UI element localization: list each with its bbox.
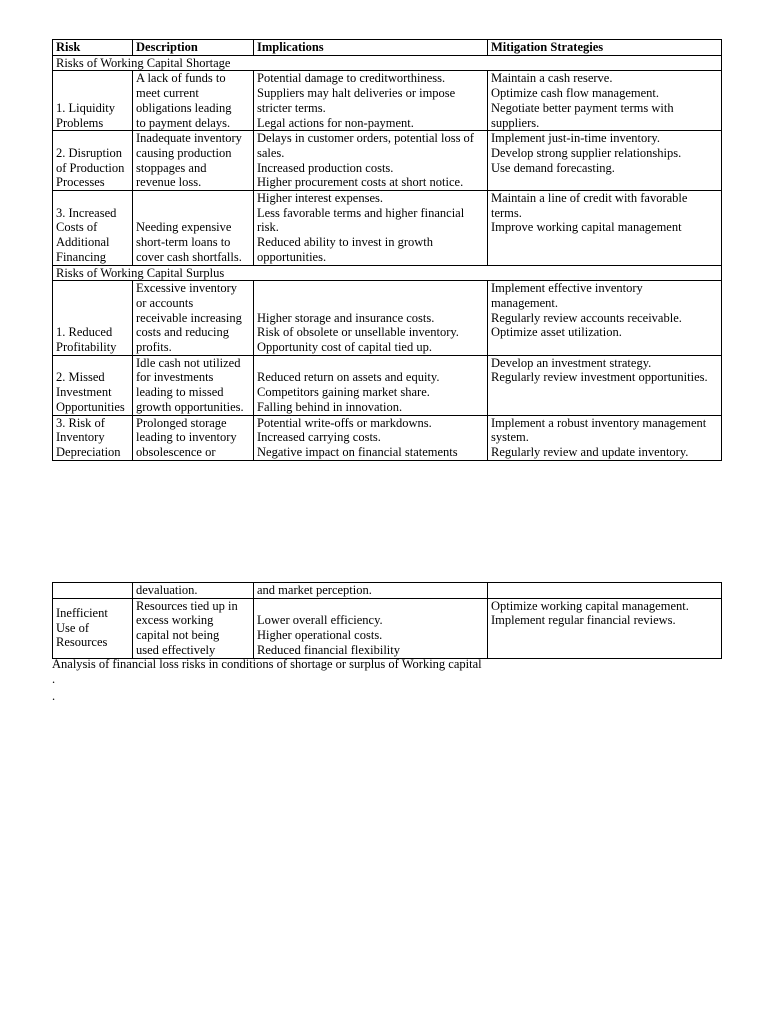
cell-mitigation: Implement just-in-time inventory. Develop strong supplier relationships. Use demand forecasting. bbox=[488, 131, 722, 191]
cell-description: Inadequate inventory causing production stoppages and revenue loss. bbox=[133, 131, 254, 191]
header-mitigation: Mitigation Strategies bbox=[488, 40, 722, 56]
section-title-surplus: Risks of Working Capital Surplus bbox=[53, 265, 722, 281]
risk-table bbox=[52, 39, 722, 461]
table-row bbox=[53, 71, 722, 131]
header-implications: Implications bbox=[254, 40, 488, 56]
cell-risk: 3. Risk of Inventory Depreciation bbox=[53, 415, 133, 460]
section-row-shortage bbox=[53, 55, 722, 71]
cell-description: A lack of funds to meet current obligations leading to payment delays. bbox=[133, 71, 254, 131]
cell-implications: Delays in customer orders, potential loss of sales. Increased production costs. Higher procurement costs at short notice. bbox=[254, 131, 488, 191]
cell-risk bbox=[53, 583, 133, 599]
cell-mitigation: Maintain a cash reserve. Optimize cash flow management. Negotiate better payment terms with suppliers. bbox=[488, 71, 722, 131]
cell-mitigation: Optimize working capital management. Implement regular financial reviews. bbox=[488, 598, 722, 658]
cell-implications: Lower overall efficiency. Higher operational costs. Reduced financial flexibility bbox=[254, 598, 488, 658]
table-row bbox=[53, 131, 722, 191]
cell-implications: Reduced return on assets and equity. Competitors gaining market share. Falling behind in innovation. bbox=[254, 355, 488, 415]
table-row-continued bbox=[53, 583, 722, 599]
table-header-row bbox=[53, 40, 722, 56]
table-row bbox=[53, 355, 722, 415]
cell-description: devaluation. bbox=[133, 583, 254, 599]
table-row bbox=[53, 281, 722, 356]
cell-implications: Higher interest expenses. Less favorable terms and higher financial risk. Reduced ability to invest in growth opportunities. bbox=[254, 191, 488, 266]
section-title-shortage: Risks of Working Capital Shortage bbox=[53, 55, 722, 71]
cell-description: Excessive inventory or accounts receivable increasing costs and reducing profits. bbox=[133, 281, 254, 356]
cell-risk: 3. Increased Costs of Additional Financing bbox=[53, 191, 133, 266]
table-row bbox=[53, 598, 722, 658]
cell-mitigation: Develop an investment strategy. Regularly review investment opportunities. bbox=[488, 355, 722, 415]
cell-implications: Potential write-offs or markdowns. Increased carrying costs. Negative impact on financial statements bbox=[254, 415, 488, 460]
cell-mitigation bbox=[488, 583, 722, 599]
cell-description: Prolonged storage leading to inventory obsolescence or bbox=[133, 415, 254, 460]
cell-implications: and market perception. bbox=[254, 583, 488, 599]
cell-mitigation: Implement effective inventory management. Regularly review accounts receivable. Optimize asset utilization. bbox=[488, 281, 722, 356]
paragraph-dot: . bbox=[52, 689, 56, 703]
cell-risk: 2. Disruption of Production Processes bbox=[53, 131, 133, 191]
cell-risk: Inefficient Use of Resources bbox=[53, 598, 133, 658]
cell-mitigation: Implement a robust inventory management system. Regularly review and update inventory. bbox=[488, 415, 722, 460]
cell-mitigation: Maintain a line of credit with favorable terms. Improve working capital management bbox=[488, 191, 722, 266]
cell-description: Resources tied up in excess working capital not being used effectively bbox=[133, 598, 254, 658]
cell-risk: 2. Missed Investment Opportunities bbox=[53, 355, 133, 415]
table-caption: Analysis of financial loss risks in conditions of shortage or surplus of Working capital bbox=[52, 657, 482, 671]
table-row bbox=[53, 415, 722, 460]
table-row bbox=[53, 191, 722, 266]
risk-table-continued bbox=[52, 582, 722, 659]
cell-implications: Potential damage to creditworthiness. Suppliers may halt deliveries or impose stricter terms. Legal actions for non-payment. bbox=[254, 71, 488, 131]
section-row-surplus bbox=[53, 265, 722, 281]
cell-implications: Higher storage and insurance costs. Risk of obsolete or unsellable inventory. Opportunity cost of capital tied up. bbox=[254, 281, 488, 356]
header-description: Description bbox=[133, 40, 254, 56]
cell-description: Idle cash not utilized for investments leading to missed growth opportunities. bbox=[133, 355, 254, 415]
cell-risk: 1. Reduced Profitability bbox=[53, 281, 133, 356]
paragraph-dot: . bbox=[52, 672, 56, 686]
cell-risk: 1. Liquidity Problems bbox=[53, 71, 133, 131]
cell-description: Needing expensive short-term loans to cover cash shortfalls. bbox=[133, 191, 254, 266]
header-risk: Risk bbox=[53, 40, 133, 56]
